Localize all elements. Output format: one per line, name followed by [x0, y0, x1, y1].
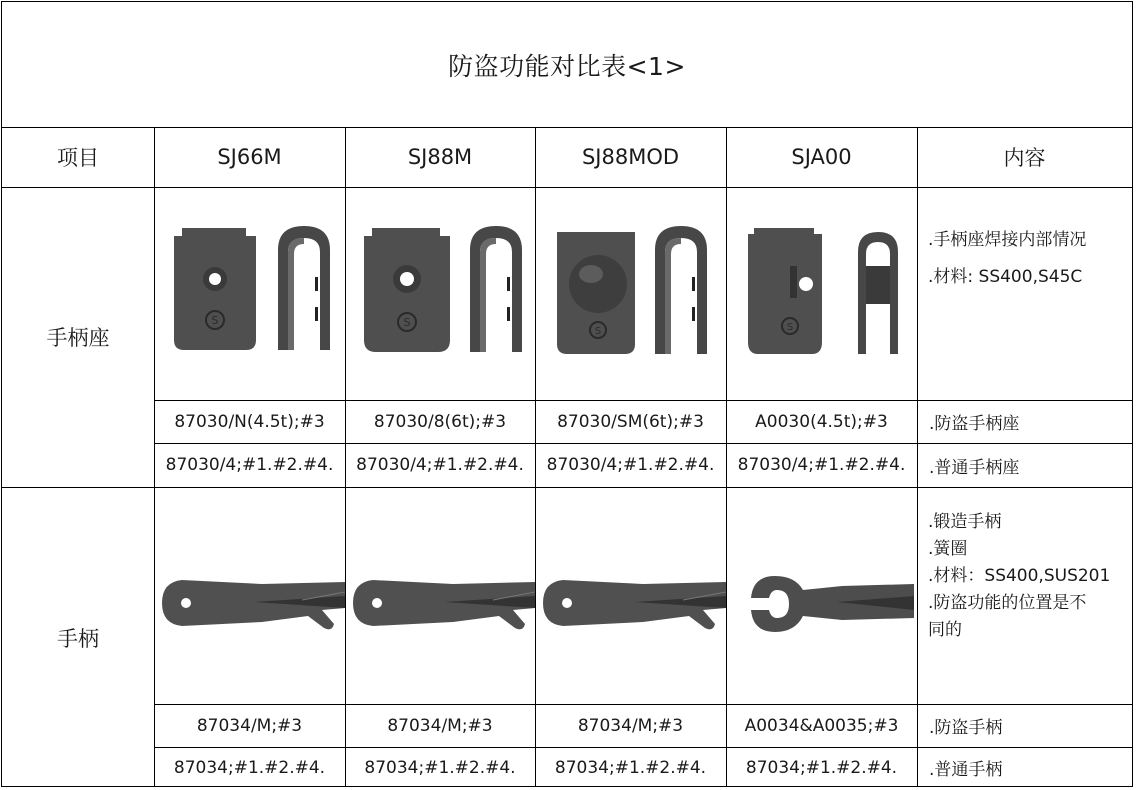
header-model: SJ88M — [407, 145, 473, 169]
handle-seat-image-sja00 — [744, 222, 909, 357]
note-line: .簧圈 — [928, 539, 968, 559]
svg-text:S: S — [403, 316, 411, 329]
grid-line — [2, 487, 1132, 488]
part-code: 87034/M;#3 — [577, 715, 684, 736]
part-code: 87030/8(6t);#3 — [373, 411, 507, 432]
part-code: 87034;#1.#2.#4. — [364, 757, 516, 778]
svg-text:S: S — [211, 314, 219, 327]
handle-image-sja00 — [747, 570, 914, 638]
note-line: .锻造手柄 — [928, 512, 1002, 532]
svg-text:S: S — [594, 326, 602, 337]
part-code: 87030/4;#1.#2.#4. — [546, 455, 715, 475]
row-description: .防盗手柄座 — [929, 414, 1020, 434]
comparison-table — [1, 1, 1133, 787]
part-code: 87030/N(4.5t);#3 — [174, 411, 325, 432]
part-code: 87030/4;#1.#2.#4. — [165, 455, 334, 475]
note-line: .手柄座焊接内部情况 — [928, 230, 1087, 250]
part-code: 87034;#1.#2.#4. — [554, 757, 707, 778]
header-model: SJA00 — [791, 145, 852, 169]
page-title: 防盗功能对比表<1> — [448, 51, 686, 81]
section-label-handle: 手柄 — [57, 626, 99, 651]
handle-seat-image-sj88m — [360, 222, 525, 357]
handle-image-sj88m — [353, 572, 535, 637]
part-code: 87034;#1.#2.#4. — [745, 757, 898, 778]
row-description: .防盗手柄 — [929, 718, 1003, 738]
handle-image-sj88mod — [543, 572, 726, 637]
part-code: 87034;#1.#2.#4. — [173, 757, 326, 778]
row-description: .普通手柄 — [929, 760, 1003, 780]
header-model: SJ88MOD — [581, 145, 680, 169]
notes-handle — [928, 509, 1128, 644]
section-label-handle-seat: 手柄座 — [46, 326, 110, 350]
notes-handle-seat — [928, 227, 1128, 291]
part-code: 87030/4;#1.#2.#4. — [737, 455, 906, 475]
part-code: 87034/M;#3 — [196, 715, 303, 736]
note-line: .材料：SS400,SUS201 — [928, 566, 1111, 586]
grid-line — [2, 187, 1132, 188]
handle-seat-image-sj66m — [170, 222, 335, 357]
svg-text:S: S — [786, 322, 794, 333]
note-line: .材料: SS400,S45C — [928, 267, 1083, 287]
header-model: SJ66M — [217, 145, 282, 169]
note-line: 同的 — [928, 620, 962, 640]
row-description: .普通手柄座 — [929, 457, 1020, 478]
handle-seat-image-sj88mod — [551, 222, 716, 357]
header-item: 项目 — [57, 146, 99, 170]
note-line: .防盗功能的位置是不 — [928, 593, 1087, 613]
part-code: A0034&A0035;#3 — [744, 715, 899, 736]
handle-image-sj66m — [162, 572, 345, 637]
part-code: 87030/SM(6t);#3 — [557, 411, 704, 432]
header-content: 内容 — [1003, 146, 1046, 170]
part-code: 87034/M;#3 — [387, 715, 493, 736]
part-code: A0030(4.5t);#3 — [755, 411, 888, 432]
part-code: 87030/4;#1.#2.#4. — [356, 455, 524, 475]
